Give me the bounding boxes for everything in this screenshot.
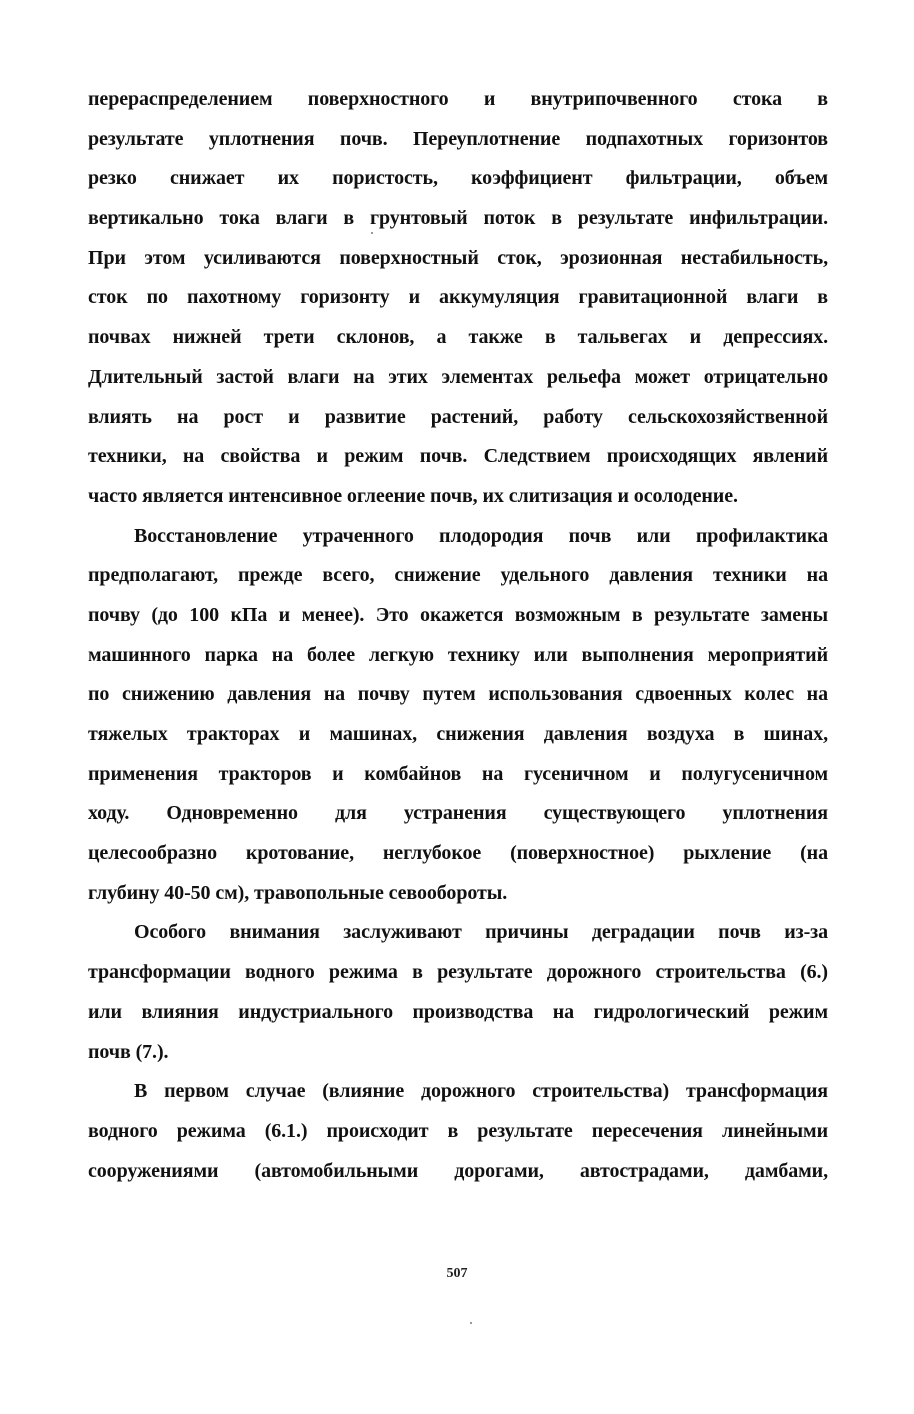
text-line: трансформации водного режима в результате дорожного строительства (6.) (88, 961, 828, 984)
text-line: техники, на свойства и режим почв. Следствием происходящих явлений (88, 445, 828, 468)
text-line: перераспределением поверхностного и внутрипочвенного стока в (88, 88, 828, 110)
scan-speck (371, 232, 373, 234)
text-line: предполагают, прежде всего, снижение удельного давления техники на (88, 564, 828, 587)
paragraph (88, 80, 828, 517)
text-line: При этом усиливаются поверхностный сток, эрозионная нестабильность, (88, 246, 828, 269)
text-line: глубину 40-50 см), травопольные севообороты. (88, 881, 508, 904)
text-line: сооружениями (автомобильными дорогами, автострадами, дамбами, (88, 1159, 828, 1182)
text-line: почвах нижней трети склонов, а также в тальвегах и депрессиях. (88, 326, 828, 349)
scan-speck (470, 1322, 472, 1324)
text-line: целесообразно кротование, неглубокое (поверхностное) рыхление (на (88, 842, 828, 865)
text-line: машинного парка на более легкую технику или выполнения мероприятий (88, 643, 828, 666)
text-line: применения тракторов и комбайнов на гусеничном и полугусеничном (88, 762, 828, 785)
text-line: почв (7.). (88, 1040, 169, 1063)
text-line: резко снижает их пористость, коэффициент фильтрации, объем (88, 167, 828, 190)
paragraph (88, 517, 828, 914)
text-line: В первом случае (влияние дорожного строительства) трансформация (134, 1080, 828, 1103)
text-line: влиять на рост и развитие растений, работу сельскохозяйственной (88, 405, 828, 428)
text-line: ходу. Одновременно для устранения существующего уплотнения (88, 802, 828, 825)
paragraph (88, 913, 828, 1072)
text-line: Особого внимания заслуживают причины деградации почв из-за (134, 921, 828, 944)
text-line: результате уплотнения почв. Переуплотнение подпахотных горизонтов (88, 127, 828, 150)
text-line: вертикально тока влаги в грунтовый поток в результате инфильтрации. (88, 207, 828, 230)
text-line: Длительный застой влаги на этих элементах рельефа может отрицательно (88, 365, 828, 388)
body-text (88, 80, 828, 1191)
text-line: или влияния индустриального производства на гидрологический режим (88, 1000, 828, 1023)
page-number: 507 (446, 1266, 468, 1281)
text-line: по снижению давления на почву путем использования сдвоенных колес на (88, 683, 828, 706)
text-line: часто является интенсивное оглеение почв, их слитизация и осолодение. (88, 484, 738, 507)
text-line: тяжелых тракторах и машинах, снижения давления воздуха в шинах, (88, 723, 828, 745)
text-line: сток по пахотному горизонту и аккумуляция гравитационной влаги в (88, 286, 828, 309)
paragraph (88, 1072, 828, 1191)
text-line: почву (до 100 кПа и менее). Это окажется возможным в результате замены (88, 603, 828, 626)
text-line: водного режима (6.1.) происходит в результате пересечения линейными (88, 1119, 828, 1142)
text-line: Восстановление утраченного плодородия почв или профилактика (134, 524, 828, 547)
